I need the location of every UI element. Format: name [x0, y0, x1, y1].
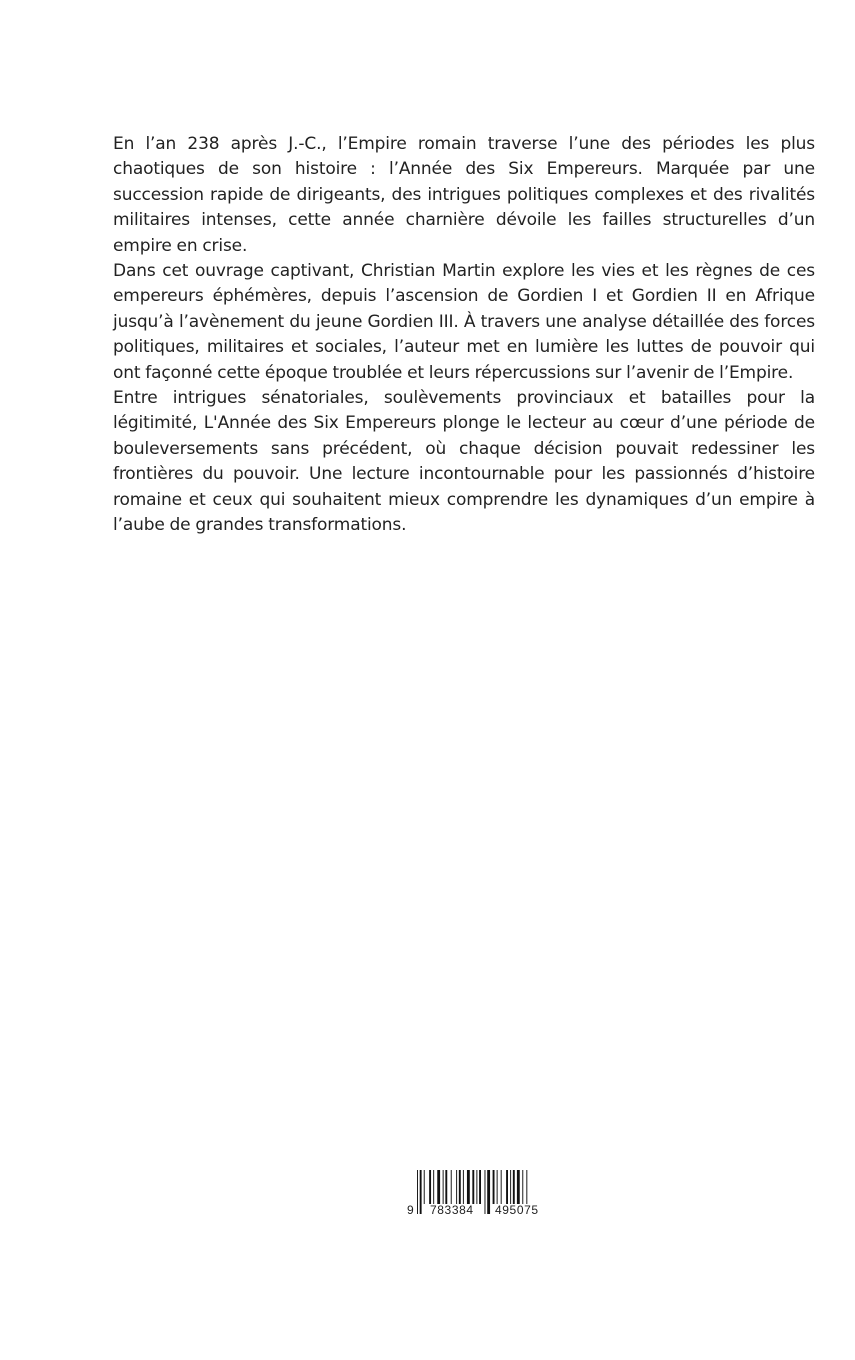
blurb-paragraph-2: Dans cet ouvrage captivant, Christian Martin explore les vies et les règnes de ces empereurs éphémères, depuis l’ascension de Gordien I et Gordien II en Afrique jusqu’à l’avènement du jeune Gordien III. À travers une analyse détaillée des forces politiques, militaires et sociales, l’auteur met en lumière les luttes de pouvoir qui ont façonné cette époque troublée et leurs répercussions sur l’avenir de l’Empire.	[113, 261, 815, 383]
barcode-bar	[433, 1170, 434, 1204]
barcode-bar	[443, 1170, 444, 1204]
barcode-bar	[506, 1170, 508, 1204]
barcode-bar	[522, 1170, 523, 1204]
barcode-bar	[517, 1170, 520, 1204]
barcode-graphic	[405, 1170, 565, 1220]
barcode-bar	[476, 1170, 477, 1204]
barcode-bar	[429, 1170, 431, 1204]
barcode-bar	[501, 1170, 502, 1204]
blurb-paragraph-1: En l’an 238 après J.-C., l’Empire romain traverse l’une des périodes les plus chaotiques de son histoire : l’Année des Six Empereurs. Marquée par une succession rapide de dirigeants, des intrigues politiques complexes et des rivalités militaires intenses, cette année charnière dévoile les failles structurelles d’un empire en crise.	[113, 134, 815, 256]
barcode-bar	[424, 1170, 425, 1204]
blurb-text	[113, 132, 815, 539]
barcode-bar	[463, 1170, 464, 1204]
barcode-bar	[479, 1170, 481, 1204]
barcode-bar	[459, 1170, 461, 1204]
barcode-bar	[493, 1170, 495, 1204]
barcode-bar	[451, 1170, 452, 1204]
barcode-bar	[445, 1170, 447, 1204]
barcode-bar	[526, 1170, 527, 1204]
barcode-bar	[510, 1170, 511, 1204]
barcode-bar	[456, 1170, 457, 1204]
barcode-bar	[487, 1170, 490, 1214]
barcode-bar	[437, 1170, 440, 1204]
blurb-paragraph-3: Entre intrigues sénatoriales, soulèvements provinciaux et batailles pour la légitimité, L'Année des Six Empereurs plonge le lecteur au cœur d’une période de bouleversements sans précédent, où chaque décision pouvait redessiner les frontières du pouvoir. Une lecture incontournable pour les passionnés d’histoire romaine et ceux qui souhaitent mieux comprendre les dynamiques d’un empire à l’aube de grandes transformations.	[113, 388, 815, 536]
barcode-bar	[467, 1170, 470, 1204]
barcode-bar	[485, 1170, 486, 1214]
barcode-prefix-digit: 9	[407, 1203, 414, 1217]
barcode-bar	[472, 1170, 474, 1204]
barcode-bar	[497, 1170, 498, 1204]
barcode-left-digits: 783384	[430, 1203, 474, 1217]
barcode-bar	[420, 1170, 422, 1214]
barcode-bar	[513, 1170, 515, 1204]
barcode-right-digits: 495075	[495, 1203, 539, 1217]
barcode-bar	[417, 1170, 418, 1214]
isbn-barcode	[405, 1170, 565, 1220]
